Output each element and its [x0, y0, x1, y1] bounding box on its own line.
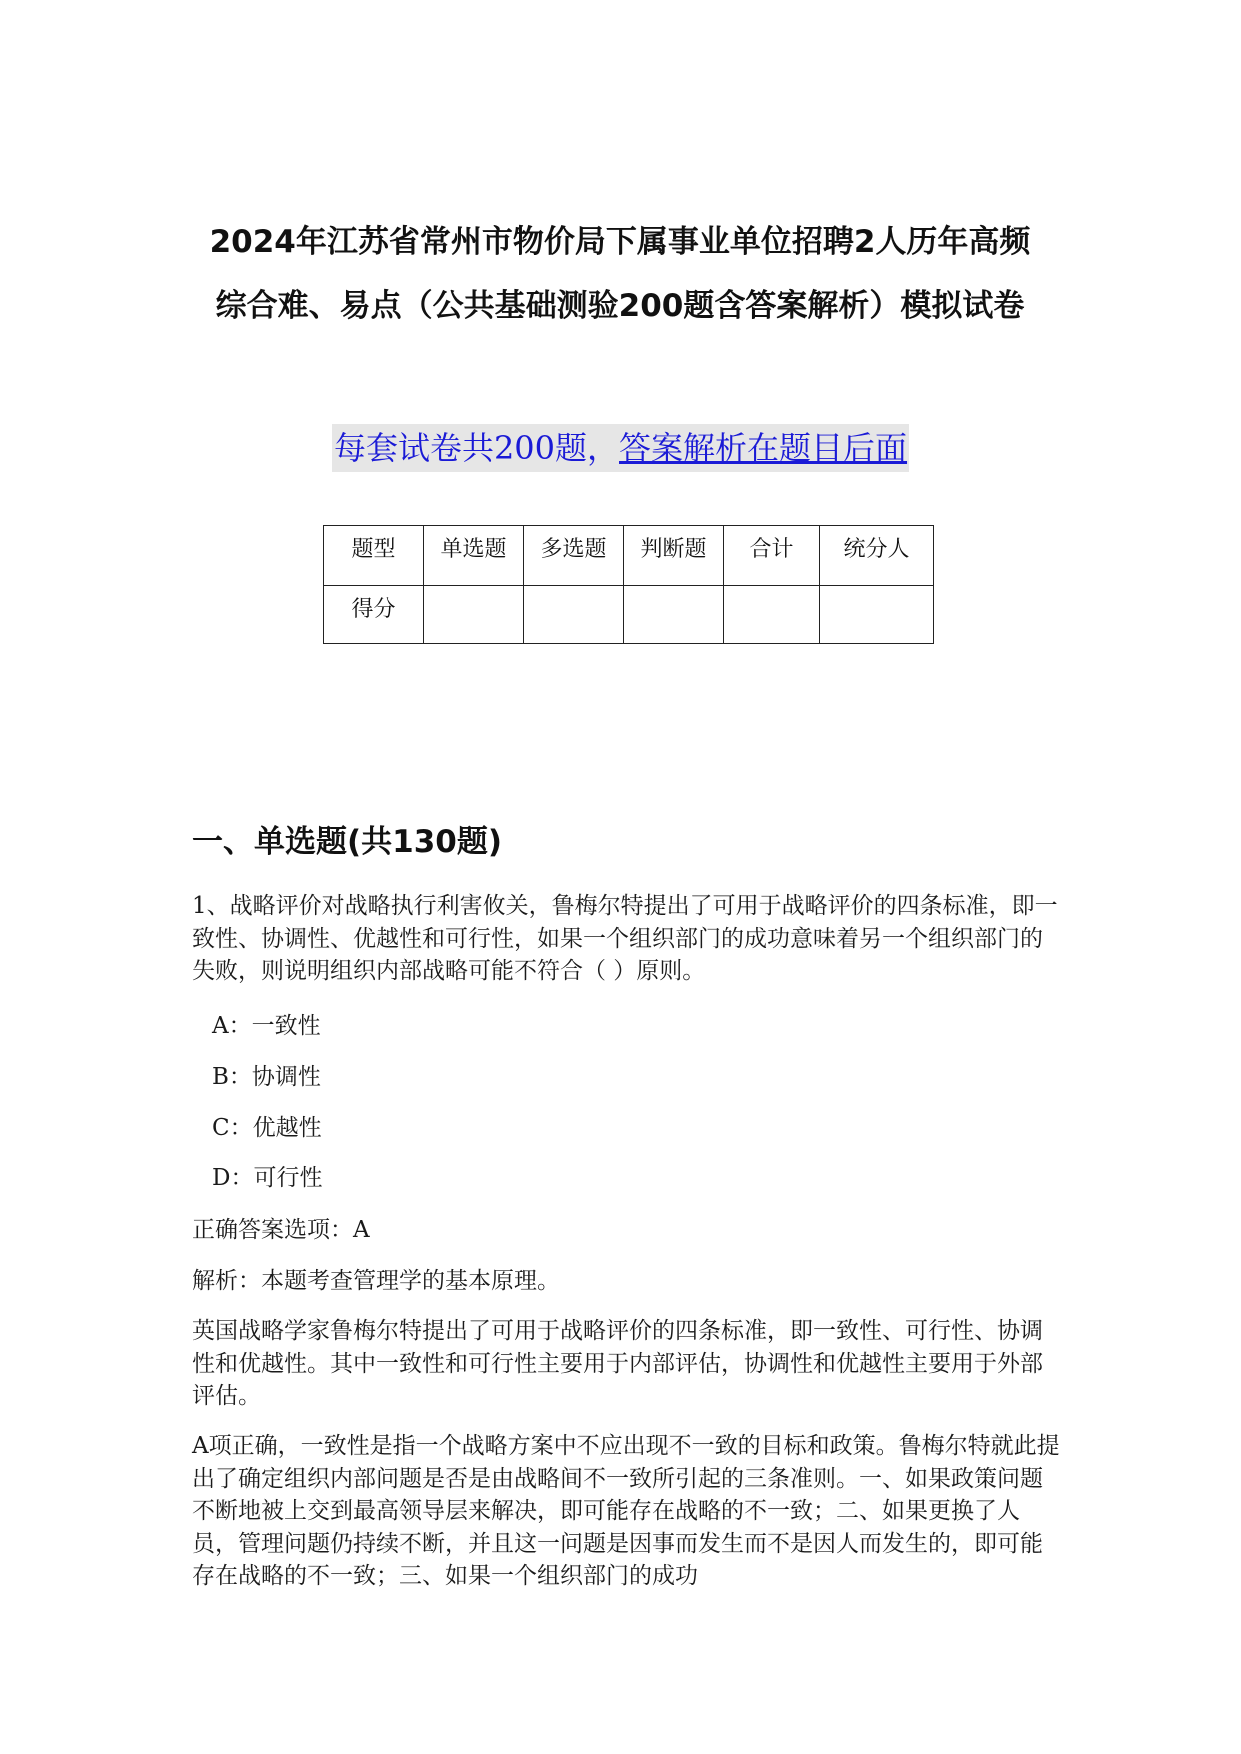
option-b: B：协调性: [212, 1064, 321, 1090]
header-cell-scorer: 统分人: [820, 526, 934, 586]
subtitle-text: 每套试卷共200题，: [333, 429, 620, 467]
score-cell-single[interactable]: [424, 586, 524, 644]
score-cell-multi[interactable]: [524, 586, 624, 644]
header-cell-judge: 判断题: [624, 526, 724, 586]
subtitle-banner: [332, 424, 909, 472]
header-cell-type: 题型: [324, 526, 424, 586]
score-cell-total[interactable]: [724, 586, 820, 644]
question-text: 1、战略评价对战略执行利害攸关，鲁梅尔特提出了可用于战略评价的四条标准，即一致性、协调性、优越性和可行性，如果一个组织部门的成功意味着另一个组织部门的失败，则说明组织内部战略可能不符合（ ）原则。: [192, 893, 1058, 984]
header-cell-total: 合计: [724, 526, 820, 586]
analysis-paragraph-1: 英国战略学家鲁梅尔特提出了可用于战略评价的四条标准，即一致性、可行性、协调性和优越性。其中一致性和可行性主要用于内部评估，协调性和优越性主要用于外部评估。: [192, 1318, 1043, 1409]
score-row-label: 得分: [324, 586, 424, 644]
option-d: D：可行性: [212, 1165, 323, 1191]
analysis-line: 解析：本题考查管理学的基本原理。: [192, 1268, 560, 1294]
option-a: A：一致性: [212, 1013, 321, 1039]
answer-location-link[interactable]: 答案解析在题目后面: [619, 429, 908, 467]
title-line-1: 2024年江苏省常州市物价局下属事业单位招聘2人历年高频: [209, 224, 1031, 260]
score-cell-scorer[interactable]: [820, 586, 934, 644]
title-line-2: 综合难、易点（公共基础测验200题含答案解析）模拟试卷: [215, 288, 1025, 324]
score-table: [323, 525, 934, 644]
subtitle-wrapper: [0, 424, 1241, 472]
header-cell-single: 单选题: [424, 526, 524, 586]
analysis-paragraph-2: A项正确，一致性是指一个战略方案中不应出现不一致的目标和政策。鲁梅尔特就此提出了确定组织内部问题是否是由战略间不一致所引起的三条准则。一、如果政策问题不断地被上交到最高领导层来解决，即可能存在战略的不一致；二、如果更换了人员，管理问题仍持续不断，并且这一问题是因事而发生而不是因人而发生的，即可能存在战略的不一致；三、如果一个组织部门的成功: [192, 1433, 1060, 1589]
option-c: C：优越性: [212, 1115, 322, 1141]
score-table-header-row: [324, 526, 934, 586]
section-heading: 一、单选题(共130题): [192, 824, 503, 860]
header-cell-multi: 多选题: [524, 526, 624, 586]
score-cell-judge[interactable]: [624, 586, 724, 644]
document-title: [150, 210, 1090, 338]
score-table-score-row: [324, 586, 934, 644]
correct-answer: 正确答案选项：A: [192, 1217, 370, 1243]
